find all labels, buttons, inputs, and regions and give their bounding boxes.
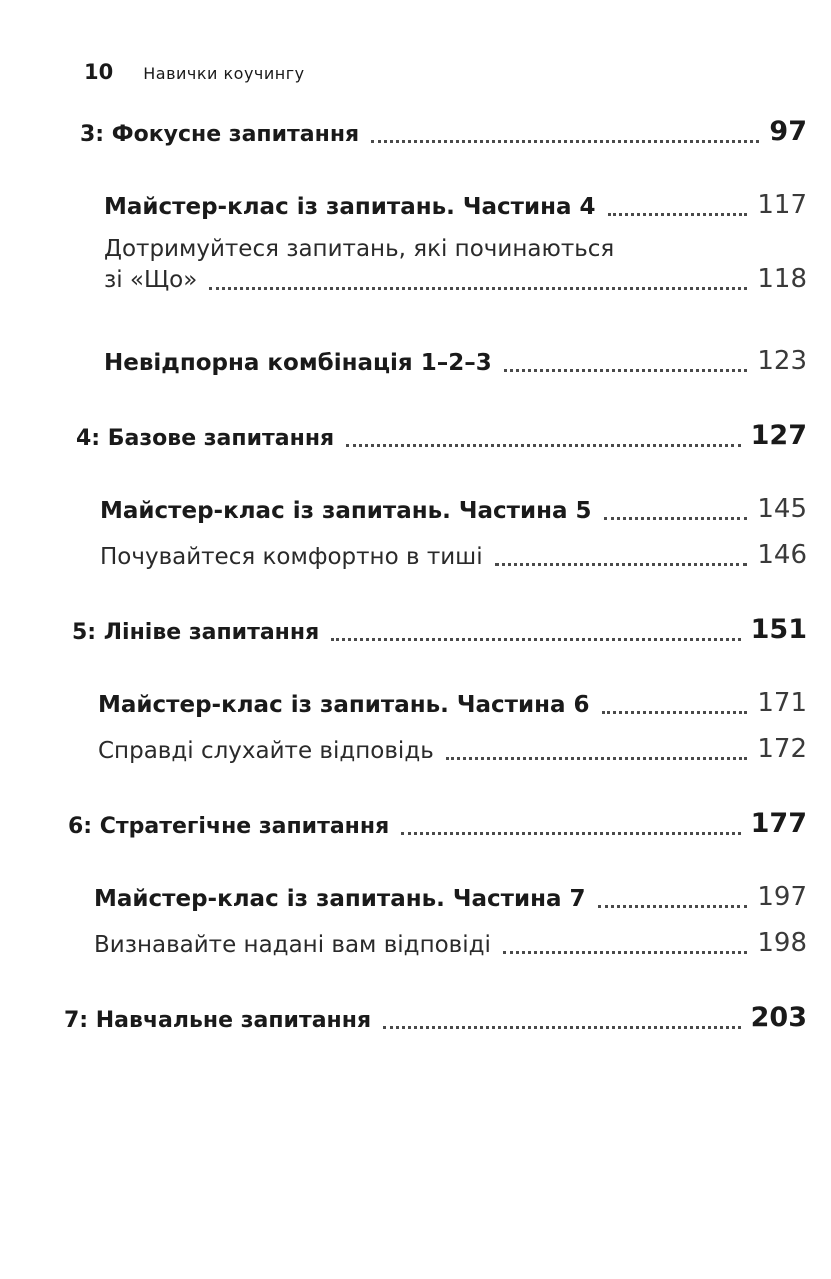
toc-entry-page: 197	[757, 882, 807, 912]
toc-entry-title: Майстер-клас із запитань. Частина 4	[104, 193, 596, 220]
toc-entry-title-line-1: Дотримуйтеся запитань, які починаються	[104, 236, 615, 262]
toc-chapter-6[interactable]	[0, 808, 807, 840]
toc-section-part-6[interactable]	[0, 688, 807, 719]
toc-entry-page: 172	[757, 734, 807, 764]
toc-chapter-3[interactable]	[0, 116, 807, 148]
running-title: Навички коучингу	[143, 64, 305, 83]
toc-entry-page: 203	[750, 1002, 807, 1033]
toc-sub-what-questions[interactable]	[0, 236, 807, 295]
dot-leader	[503, 928, 747, 954]
toc-entry-title: 5: Лініве запитання	[72, 620, 320, 645]
toc-section-part-7[interactable]	[0, 882, 807, 913]
toc-entry-page: 146	[757, 540, 807, 570]
page-header	[84, 60, 305, 96]
dot-leader	[383, 1004, 741, 1029]
toc-chapter-4[interactable]	[0, 420, 807, 452]
toc-section-part-4[interactable]	[0, 190, 807, 221]
toc-entry-page: 117	[757, 190, 807, 220]
dot-leader	[209, 264, 747, 290]
toc-sub-acknowledge[interactable]	[0, 928, 807, 959]
toc-section-part-5[interactable]	[0, 494, 807, 525]
toc-entry-title: Почувайтеся комфортно в тиші	[100, 543, 483, 570]
page-number: 10	[84, 60, 114, 84]
toc-sub-listen[interactable]	[0, 734, 807, 765]
toc-chapter-7[interactable]	[0, 1002, 807, 1034]
toc-entry-title: 3: Фокусне запитання	[80, 122, 360, 147]
dot-leader	[602, 688, 748, 714]
toc-entry-page: 123	[757, 346, 807, 376]
toc-entry-page: 177	[750, 808, 807, 839]
dot-leader	[604, 494, 748, 520]
dot-leader	[495, 540, 748, 566]
toc-entry-title: Справді слухайте відповідь	[98, 737, 434, 764]
dot-leader	[371, 118, 759, 143]
toc-entry-title: Майстер-клас із запитань. Частина 5	[100, 497, 592, 524]
toc-section-combination[interactable]	[0, 346, 807, 377]
toc-entry-title: 4: Базове запитання	[76, 426, 335, 451]
toc-entry-page: 171	[757, 688, 807, 718]
toc-entry-title: Визнавайте надані вам відповіді	[94, 931, 491, 958]
dot-leader	[446, 734, 748, 760]
dot-leader	[598, 882, 748, 908]
toc-entry-page: 198	[757, 928, 807, 958]
toc-entry-page: 118	[757, 263, 807, 294]
dot-leader	[504, 346, 748, 372]
dot-leader	[608, 190, 748, 216]
toc-chapter-5[interactable]	[0, 614, 807, 646]
dot-leader	[331, 616, 740, 641]
toc-entry-title: Невідпорна комбінація 1–2–3	[104, 349, 492, 376]
toc-entry-page: 145	[757, 494, 807, 524]
toc-entry-page: 151	[750, 614, 807, 645]
dot-leader	[401, 810, 740, 835]
toc-entry-title: 6: Стратегічне запитання	[68, 814, 390, 839]
toc-entry-page: 127	[750, 420, 807, 451]
toc-entry-title: Майстер-клас із запитань. Частина 7	[94, 885, 586, 912]
toc-entry-row	[104, 264, 807, 295]
toc-entry-title-line-2: зі «Що»	[104, 267, 198, 294]
toc-entry-title: 7: Навчальне запитання	[64, 1008, 372, 1033]
dot-leader	[346, 422, 740, 447]
toc-sub-silence[interactable]	[0, 540, 807, 571]
toc-entry-page: 97	[769, 116, 807, 147]
toc-entry-title: Майстер-клас із запитань. Частина 6	[98, 691, 590, 718]
